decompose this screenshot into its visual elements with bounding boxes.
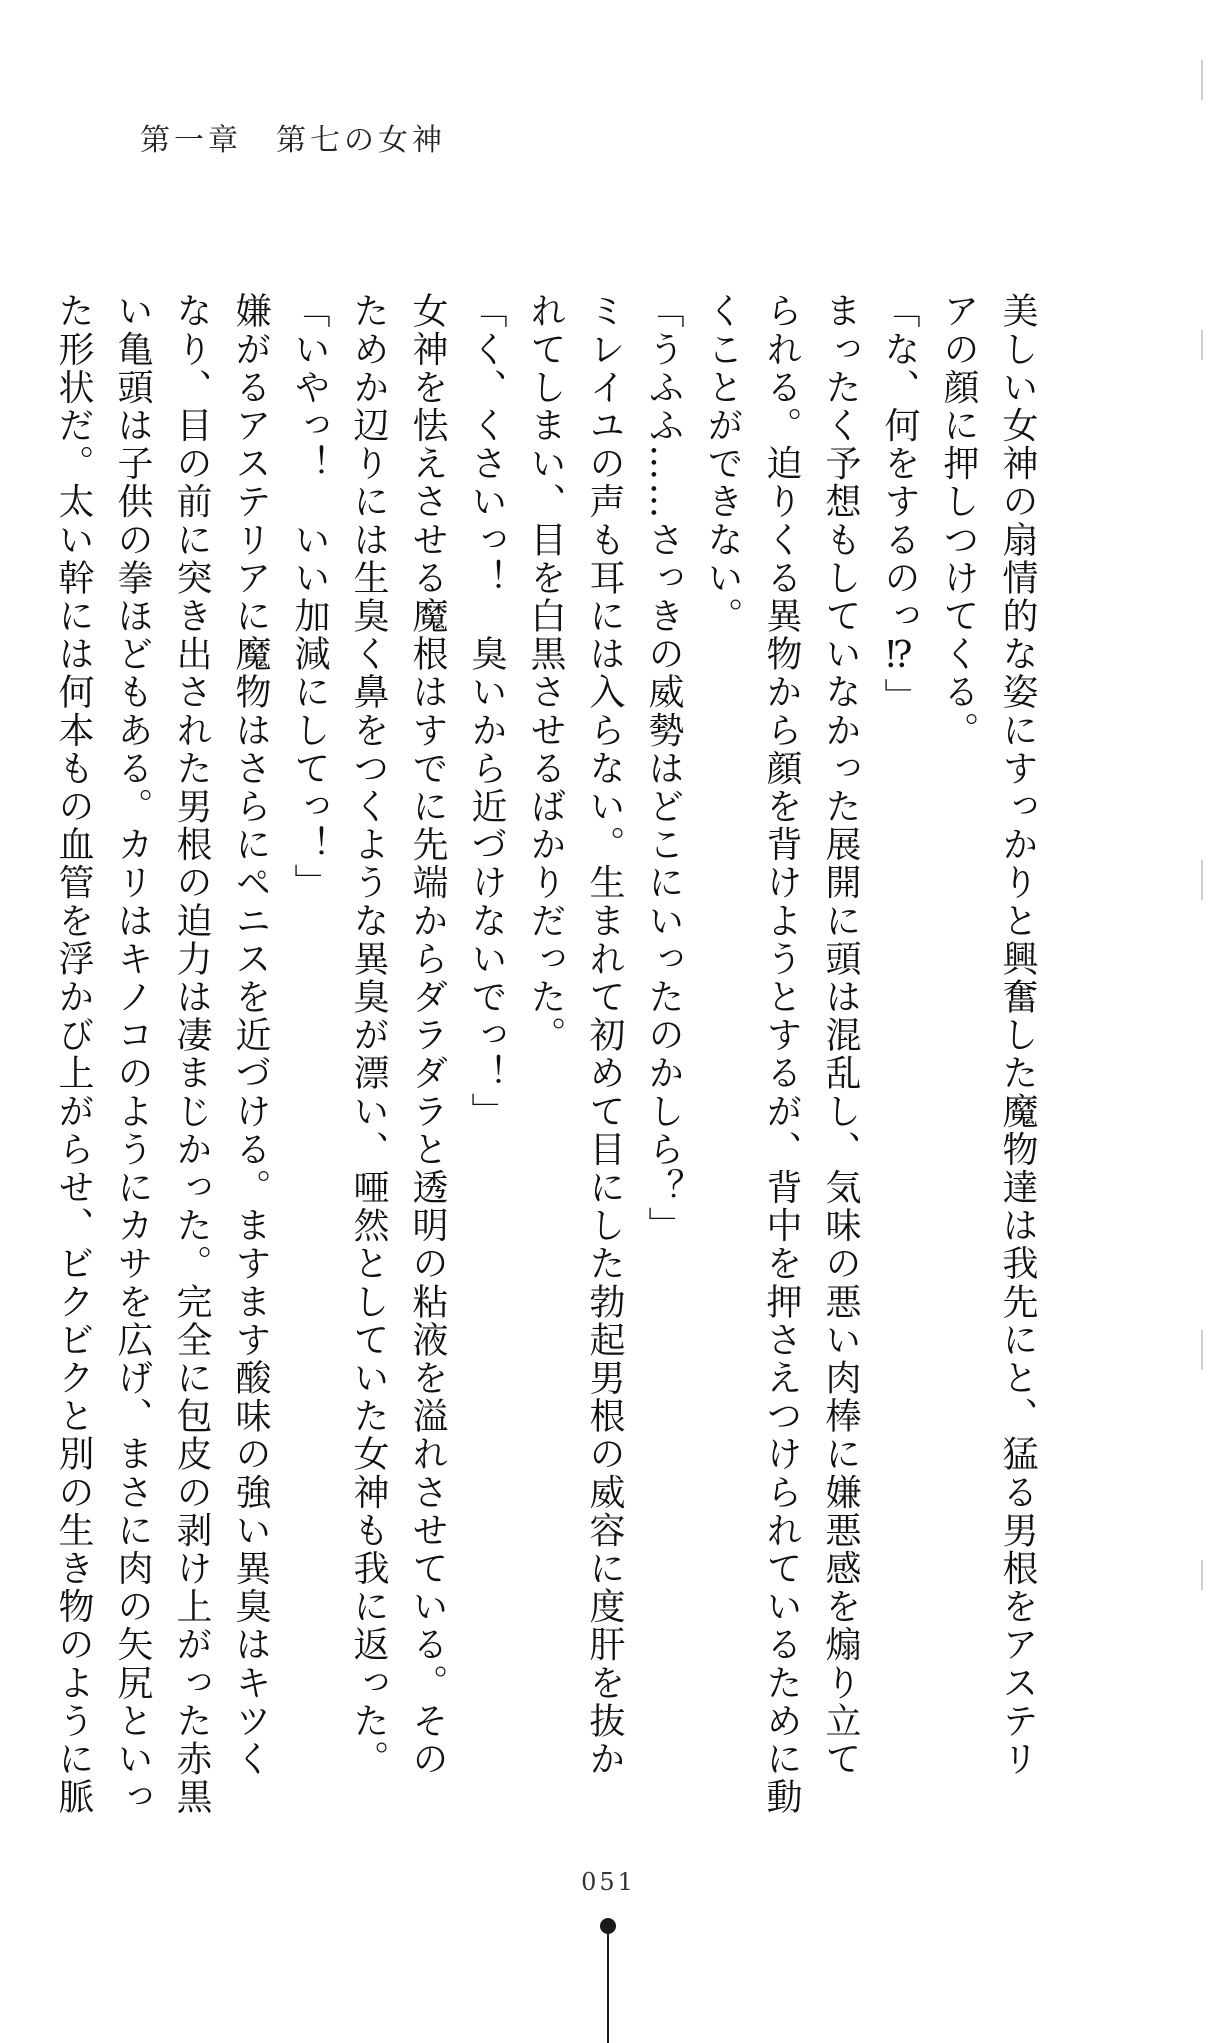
page-edge-mark bbox=[1201, 330, 1203, 360]
page-number: 051 bbox=[581, 1868, 636, 1896]
text-line: 女神を怯えさせる魔根はすでに先端からダラダラと透明の粘液を溢れさせている。その bbox=[407, 292, 448, 1778]
text-line: くことができない。 bbox=[702, 292, 743, 635]
text-line: 「く、くさいっ！ 臭いから近づけないでっ！」 bbox=[466, 292, 507, 1131]
text-line: ためか辺りには生臭く鼻をつくような異臭が漂い、唖然としていた女神も我に返った。 bbox=[348, 292, 389, 1778]
text-line: 「うふふ……さっきの威勢はどこにいったのかしら？」 bbox=[643, 292, 684, 1245]
page-edge-mark bbox=[1201, 1560, 1203, 1590]
running-head: 第一章 第七の女神 bbox=[140, 123, 446, 158]
text-line: 「な、何をするのっ⁉」 bbox=[879, 292, 920, 717]
text-line: れてしまい、目を白黒させるばかりだった。 bbox=[525, 292, 566, 1054]
text-line: 美しい女神の扇情的な姿にすっかりと興奮した魔物達は我先にと、猛る男根をアステリ bbox=[997, 292, 1038, 1778]
page-edge-mark bbox=[1201, 860, 1203, 900]
text-line: アの顔に押しつけてくる。 bbox=[938, 292, 979, 750]
text-line: まったく予想もしていなかった展開に頭は混乱し、気味の悪い肉棒に嫌悪感を煽り立て bbox=[820, 292, 861, 1778]
page-edge-mark bbox=[1201, 60, 1203, 100]
page-marker bbox=[600, 1918, 616, 2043]
body-text bbox=[53, 292, 1047, 1816]
page-marker-dot bbox=[600, 1918, 616, 1934]
page-marker-stem bbox=[607, 1934, 609, 2043]
text-line: られる。迫りくる異物から顔を背けようとするが、背中を押さえつけられているために動 bbox=[761, 292, 802, 1816]
page-edge-mark bbox=[1201, 1330, 1203, 1370]
text-line: なり、目の前に突き出された男根の迫力は凄まじかった。完全に包皮の剥け上がった赤黒 bbox=[171, 292, 212, 1816]
text-line: 「いやっ！ いい加減にしてっ！」 bbox=[289, 292, 330, 902]
text-line: い亀頭は子供の拳ほどもある。カリはキノコのようにカサを広げ、まさに肉の矢尻といっ bbox=[112, 292, 153, 1816]
text-line: た形状だ。太い幹には何本もの血管を浮かび上がらせ、ビクビクと別の生き物のように脈 bbox=[53, 292, 94, 1816]
text-line: ミレイユの声も耳には入らない。生まれて初めて目にした勃起男根の威容に度肝を抜か bbox=[584, 292, 625, 1778]
text-line: 嫌がるアステリアに魔物はさらにペニスを近づける。ますます酸味の強い異臭はキツく bbox=[230, 292, 271, 1778]
